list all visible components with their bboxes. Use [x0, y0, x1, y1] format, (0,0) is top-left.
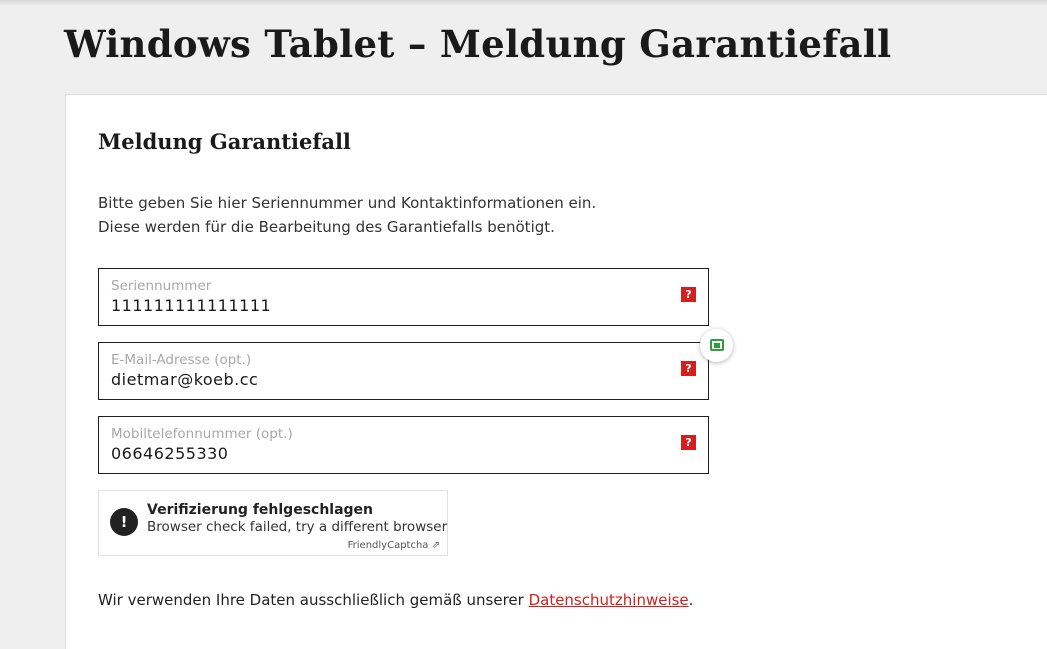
question-icon[interactable]: ?	[681, 361, 696, 376]
privacy-text-end: .	[688, 591, 694, 609]
robot-face-shape	[710, 339, 724, 351]
intro-line-2: Diese werden für die Bearbeitung des Garantiefalls benötigt.	[98, 218, 555, 236]
serial-number-field[interactable]	[98, 268, 709, 326]
question-icon[interactable]: ?	[681, 287, 696, 302]
privacy-policy-link[interactable]: Datenschutzhinweise	[528, 591, 689, 609]
captcha-brand-link[interactable]: FriendlyCaptcha ⇗	[347, 540, 440, 551]
privacy-text: Wir verwenden Ihre Daten ausschließlich gemäß unserer	[98, 591, 529, 609]
captcha-widget[interactable]	[98, 490, 448, 556]
serial-number-label: Seriennummer	[111, 278, 212, 294]
serial-number-input[interactable]	[111, 296, 651, 315]
mobile-phone-field[interactable]	[98, 416, 709, 474]
intro-text	[98, 191, 596, 239]
page-title: Windows Tablet – Meldung Garantiefall	[64, 22, 892, 66]
privacy-notice	[98, 591, 693, 609]
intro-line-1: Bitte geben Sie hier Seriennummer und Kontaktinformationen ein.	[98, 194, 597, 212]
question-icon[interactable]: ?	[681, 435, 696, 450]
mobile-phone-input[interactable]	[111, 444, 651, 463]
captcha-title: Verifizierung fehlgeschlagen	[147, 502, 374, 518]
email-label: E-Mail-Adresse (opt.)	[111, 352, 252, 368]
form-title: Meldung Garantiefall	[98, 129, 351, 154]
alert-icon: !	[110, 508, 138, 536]
mobile-phone-label: Mobiltelefonnummer (opt.)	[111, 426, 293, 442]
email-input[interactable]	[111, 370, 651, 389]
email-field[interactable]	[98, 342, 709, 400]
robot-mouth-shape	[714, 346, 720, 348]
captcha-message: Browser check failed, try a different browser	[147, 519, 448, 535]
form-card	[65, 94, 1047, 649]
top-shadow	[0, 0, 1047, 6]
robot-face-icon[interactable]	[700, 329, 733, 362]
